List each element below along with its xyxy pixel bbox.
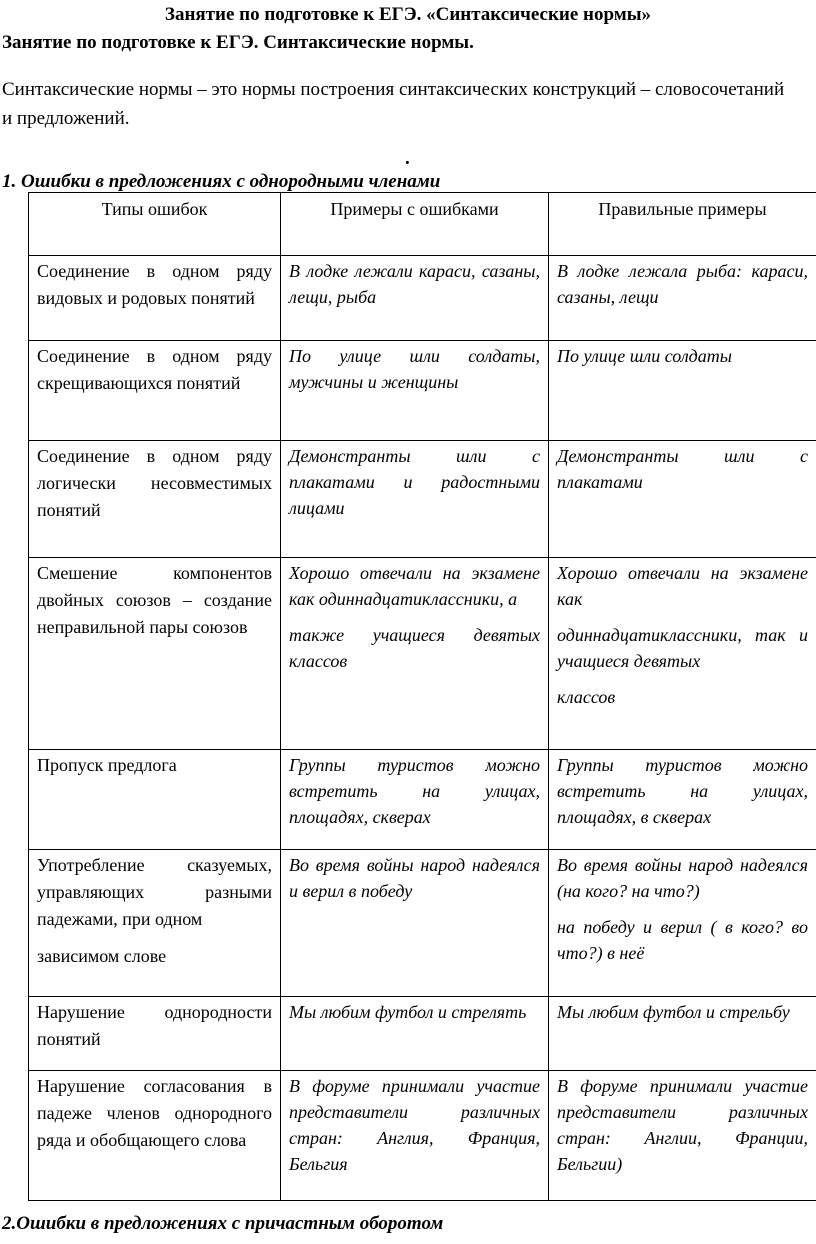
example-text: Демонстранты шли с плакатами (557, 446, 808, 492)
example-text: Хорошо отвечали на экзамене как (557, 563, 808, 609)
column-header-correct-examples: Правильные примеры (549, 193, 816, 256)
table-row (29, 997, 816, 1071)
correct-example-cell (549, 341, 816, 441)
table-row (29, 1071, 816, 1201)
wrong-example-cell (281, 750, 549, 850)
error-type-cell: Соединение в одном ряду логически несовместимых понятий (29, 441, 281, 558)
correct-example-cell (549, 850, 816, 997)
error-type-text: Употребление сказуемых, управляющих разными падежами, при одном (37, 855, 272, 929)
example-text: Во время войны народ надеялся и верил в победу (289, 855, 540, 901)
error-type-cell (29, 850, 281, 997)
example-text: также учащиеся девятых классов (289, 625, 540, 671)
table-row (29, 341, 816, 441)
wrong-example-cell (281, 256, 549, 341)
errors-table (28, 192, 816, 1201)
example-text: По улице шли солдаты (557, 346, 732, 366)
table-header-row (29, 193, 816, 256)
wrong-example-cell (281, 441, 549, 558)
error-type-cell: Соединение в одном ряду видовых и родовых понятий (29, 256, 281, 341)
table-row (29, 850, 816, 997)
section-1-heading: 1. Ошибки в предложениях с однородными членами (2, 171, 441, 192)
table-row (29, 441, 816, 558)
error-type-text: зависимом слове (37, 946, 167, 966)
example-text: В форуме принимали участие представители различных стран: Англии, Франции, Бельгии) (557, 1076, 808, 1174)
page-title: Занятие по подготовке к ЕГЭ. «Синтаксические нормы» (164, 4, 652, 25)
page-subtitle: Занятие по подготовке к ЕГЭ. Синтаксические нормы. (2, 32, 474, 53)
table-row (29, 256, 816, 341)
error-type-cell: Соединение в одном ряду скрещивающихся понятий (29, 341, 281, 441)
example-text: В лодке лежали караси, сазаны, лещи, рыба (289, 261, 540, 307)
example-text: В лодке лежала рыба: караси, сазаны, лещи (557, 261, 808, 307)
example-text: Во время войны народ надеялся (на кого? на что?) (557, 855, 808, 901)
example-text: классов (557, 687, 616, 707)
error-type-cell: Пропуск предлога (29, 750, 281, 850)
wrong-example-cell (281, 341, 549, 441)
correct-example-cell (549, 1071, 816, 1201)
example-text: Группы туристов можно встретить на улицах, площадях, в скверах (557, 755, 808, 827)
column-header-wrong-examples: Примеры с ошибками (281, 193, 549, 256)
separator-dot: . (405, 148, 410, 169)
table-row (29, 558, 816, 750)
wrong-example-cell (281, 1071, 549, 1201)
table-row (29, 750, 816, 850)
example-text: В форуме принимали участие представители различных стран: Англия, Франция, Бельгия (289, 1076, 540, 1174)
wrong-example-cell (281, 558, 549, 750)
example-text: одиннадцатиклассники, так и учащиеся девятых (557, 625, 808, 671)
example-text: По улице шли солдаты, мужчины и женщины (289, 346, 540, 392)
example-text: Хорошо отвечали на экзамене как одиннадцатиклассники, а (289, 563, 540, 609)
correct-example-cell (549, 558, 816, 750)
example-text: Мы любим футбол и стрелять (289, 1002, 527, 1022)
column-header-types: Типы ошибок (29, 193, 281, 256)
correct-example-cell (549, 441, 816, 558)
wrong-example-cell (281, 850, 549, 997)
intro-paragraph: Синтаксические нормы – это нормы построения синтаксических конструкций – словосочетаний и предложений. (2, 79, 785, 129)
error-type-cell: Смешение компонентов двойных союзов – создание неправильной пары союзов (29, 558, 281, 750)
correct-example-cell (549, 256, 816, 341)
example-text: Демонстранты шли с плакатами и радостными лицами (289, 446, 540, 518)
error-type-cell: Нарушение однородности понятий (29, 997, 281, 1071)
error-type-cell: Нарушение согласования в падеже членов однородного ряда и обобщающего слова (29, 1071, 281, 1201)
correct-example-cell (549, 997, 816, 1071)
wrong-example-cell (281, 997, 549, 1071)
section-2-heading: 2.Ошибки в предложениях с причастным оборотом (2, 1213, 444, 1234)
example-text: Группы туристов можно встретить на улицах, площадях, скверах (289, 755, 540, 827)
example-text: Мы любим футбол и стрельбу (557, 1002, 790, 1022)
correct-example-cell (549, 750, 816, 850)
example-text: на победу и верил ( в кого? во что?) в неё (557, 917, 808, 963)
